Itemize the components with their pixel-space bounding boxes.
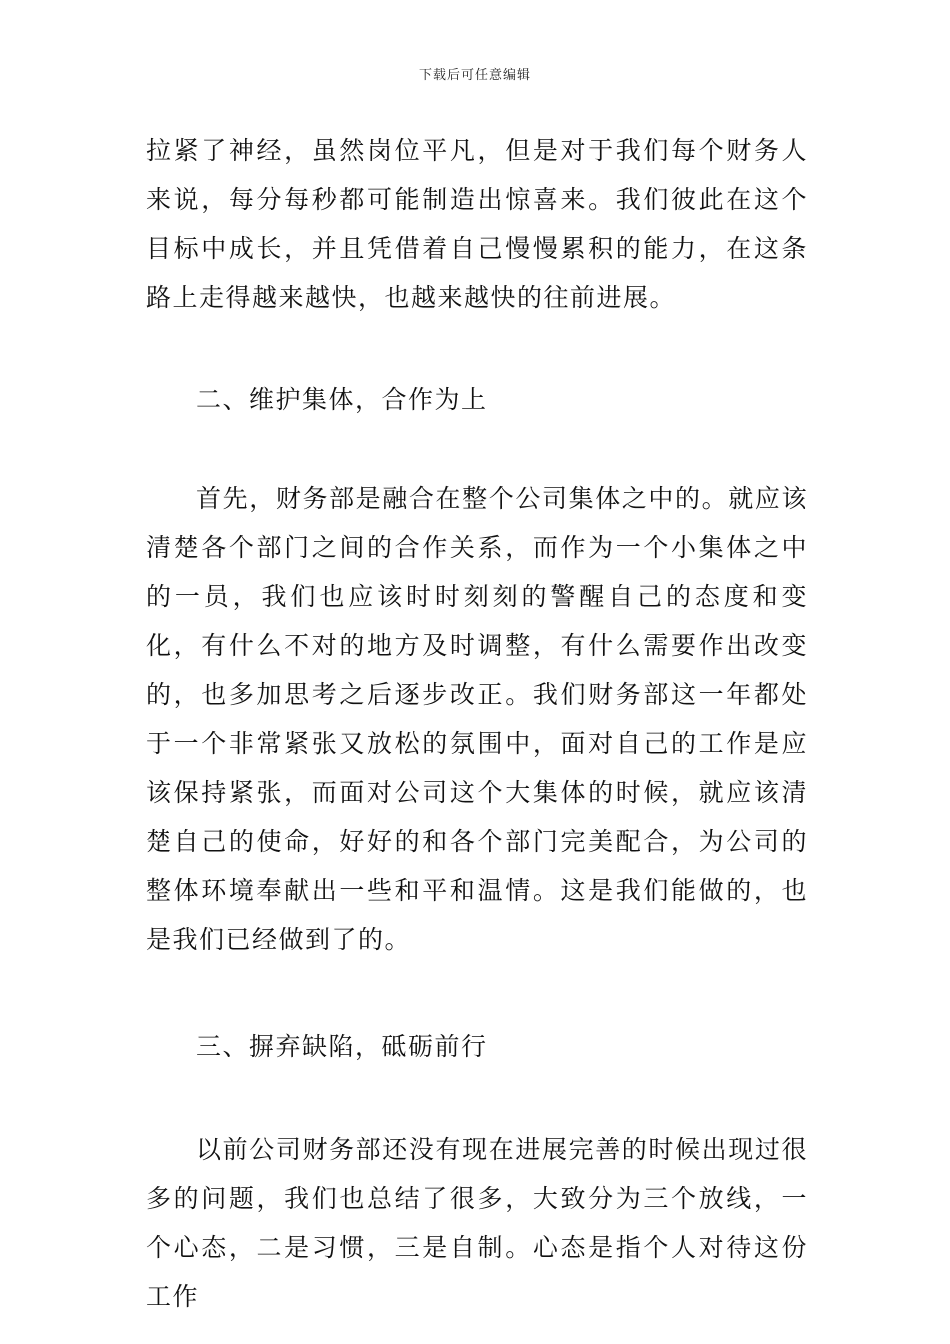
spacer xyxy=(146,322,808,375)
spacer xyxy=(146,964,808,1022)
header-note: 下载后可任意编辑 xyxy=(418,68,531,83)
paragraph-3: 以前公司财务部还没有现在进展完善的时候出现过很多的问题，我们也总结了很多，大致分为三个放线，一个心态，二是习惯，三是自制。心态是指个人对待这份工作 xyxy=(146,1135,808,1311)
paragraph-2: 首先，财务部是融合在整个公司集体之中的。就应该清楚各个部门之间的合作关系，而作为一个小集体之中的一员，我们也应该时时刻刻的警醒自己的态度和变化，有什么不对的地方及时调整，有什么需要作出改变的，也多加思考之后逐步改正。我们财务部这一年都处于一个非常紧张又放松的氛围中，面对自己的工作是应该保持紧张，而面对公司这个大集体的时候，就应该清楚自己的使命，好好的和各个部门完美配合，为公司的整体环境奉献出一些和平和温情。这是我们能做的，也是我们已经做到了的。 xyxy=(146,484,808,954)
section-heading-3: 三、摒弃缺陷，砥砺前行 xyxy=(196,1032,488,1061)
spacer xyxy=(146,1071,808,1125)
spacer xyxy=(146,424,808,474)
document-body xyxy=(146,126,808,1321)
paragraph-1: 拉紧了神经，虽然岗位平凡，但是对于我们每个财务人来说，每分每秒都可能制造出惊喜来。我们彼此在这个目标中成长，并且凭借着自己慢慢累积的能力，在这条路上走得越来越快，也越来越快的往前进展。 xyxy=(146,136,808,312)
section-heading-2: 二、维护集体，合作为上 xyxy=(196,385,488,414)
